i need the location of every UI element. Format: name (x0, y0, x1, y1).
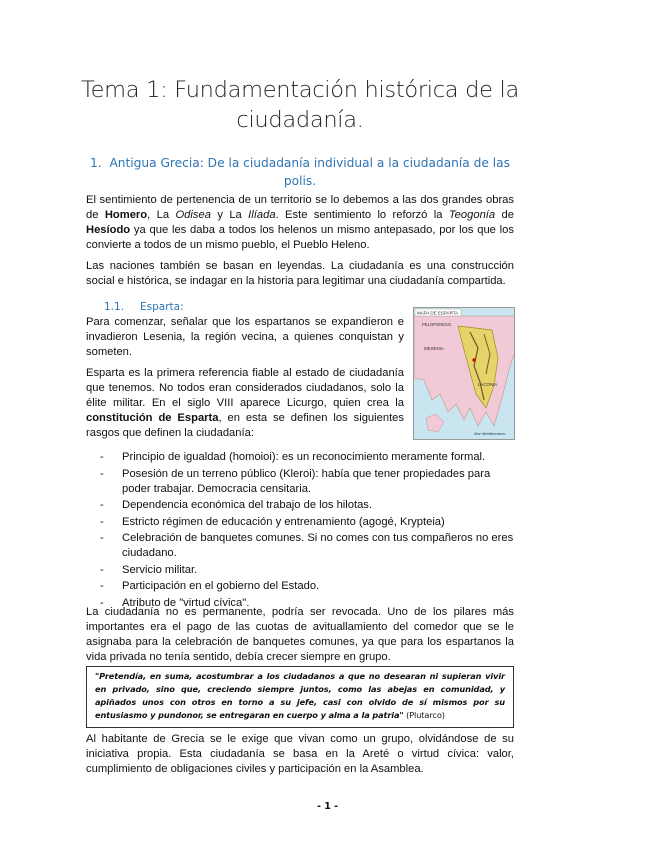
map-label-sea: Mar Mediterráneo (474, 431, 506, 436)
map-title: MAPA DE ESPARTA (417, 310, 459, 316)
map-label-mesenia: MESENIA (424, 346, 444, 351)
list-item: - Principio de igualdad (homoioi): es un reconocimiento meramente formal. (100, 451, 486, 463)
paragraph-homero: El sentimiento de pertenencia de un territorio se lo debemos a las dos grandes obras de Homero, La Odisea y La Ilíada. Este sentimiento lo reforzó la Teogonía de Hesíodo ya que les daba a todos los helenos un mismo antepasado, por los que los convierte a todos de un mismo pueblo, el Pueblo Heleno. (86, 194, 514, 251)
paragraph-expansion: Para comenzar, señalar que los espartanos se expandieron e invadieron Lesenia, la región vecina, a quienes conquistan y someten. (86, 316, 404, 358)
map-label-laconia: LACONIA (478, 382, 498, 387)
list-item: - Dependencia económica del trabajo de los hilotas. (100, 499, 373, 511)
sparta-map-drawing (414, 308, 515, 440)
quote-source: (Plutarco) (403, 710, 445, 720)
subsection-number: 1.1. (104, 301, 125, 313)
list-item: - Participación en el gobierno del Estado. (100, 580, 320, 592)
sparta-map-image (413, 307, 515, 440)
map-label-peloponeso: PELOPONESO (422, 322, 452, 327)
section-number: 1. (90, 156, 102, 170)
citizenship-traits-list (86, 450, 514, 612)
page-number: - 1 - (316, 801, 339, 812)
subsection-heading (104, 300, 184, 314)
page-title: Tema 1: Fundamentación histórica de la ciudadanía. (81, 77, 519, 133)
section-title: Antigua Grecia: De la ciudadanía individual a la ciudadanía de las polis. (109, 156, 510, 188)
plutarco-quote-box (86, 666, 514, 728)
subsection-title: Esparta: (140, 301, 184, 313)
quote-text: "Pretendía, en suma, acostumbrar a los ciudadanos a que no desearan ni supieran vivir en privado, sino que, creciendo siempre juntos, como las abejas en comunidad, y apiñados unos con otros en torno a su jefe, casi con olvido de sí mismos por su entusiasmo y pundonor, se entregaran en cuerpo y alma a la patria" (95, 671, 505, 720)
list-item: - Servicio militar. (100, 563, 198, 576)
section-heading (86, 154, 514, 190)
paragraph-arete: Al habitante de Grecia se le exige que vivan como un grupo, olvidándose de su iniciativa propia. Esta ciudadanía se basa en la Areté o virtud cívica: valor, cumplimiento de obligaciones civiles y participación en la Asamblea. (86, 733, 514, 775)
list-item: - Estricto régimen de educación y entrenamiento (agogé, Krypteia) (100, 515, 445, 528)
list-item: - Celebración de banquetes comunes. Si no comes con tus compañeros no eres ciudadano. (100, 532, 514, 559)
paragraph-constitucion: Esparta es la primera referencia fiable al estado de ciudadanía que tenemos. No todos eran considerados ciudadanos, solo la élite militar. En el siglo VIII aparece Licurgo, quien crea la constitución de Esparta, en esta se definen los siguientes rasgos que definen la ciudadanía: (86, 367, 404, 439)
paragraph-leyendas: Las naciones también se basan en leyendas. La ciudadanía es una construcción social e histórica, se indagar en la historia para legitimar una ciudadanía compartida. (86, 260, 514, 287)
paragraph-revocada: La ciudadanía no es permanente, podría ser revocada. Uno de los pilares más importantes era el pago de las cuotas de avituallamiento del comedor que se le asignaba para la celebración de banquetes comunes, ya que para los espartanos la vida privada no tenía sentido, debía crecer siempre en grupo. (86, 606, 514, 663)
list-item: - Posesión de un terreno público (Kleroi): había que tener propiedades para poder trabajar. Democracia censitaria. (100, 467, 491, 495)
list-item: - Atributo de "virtud cívica". (100, 596, 250, 609)
